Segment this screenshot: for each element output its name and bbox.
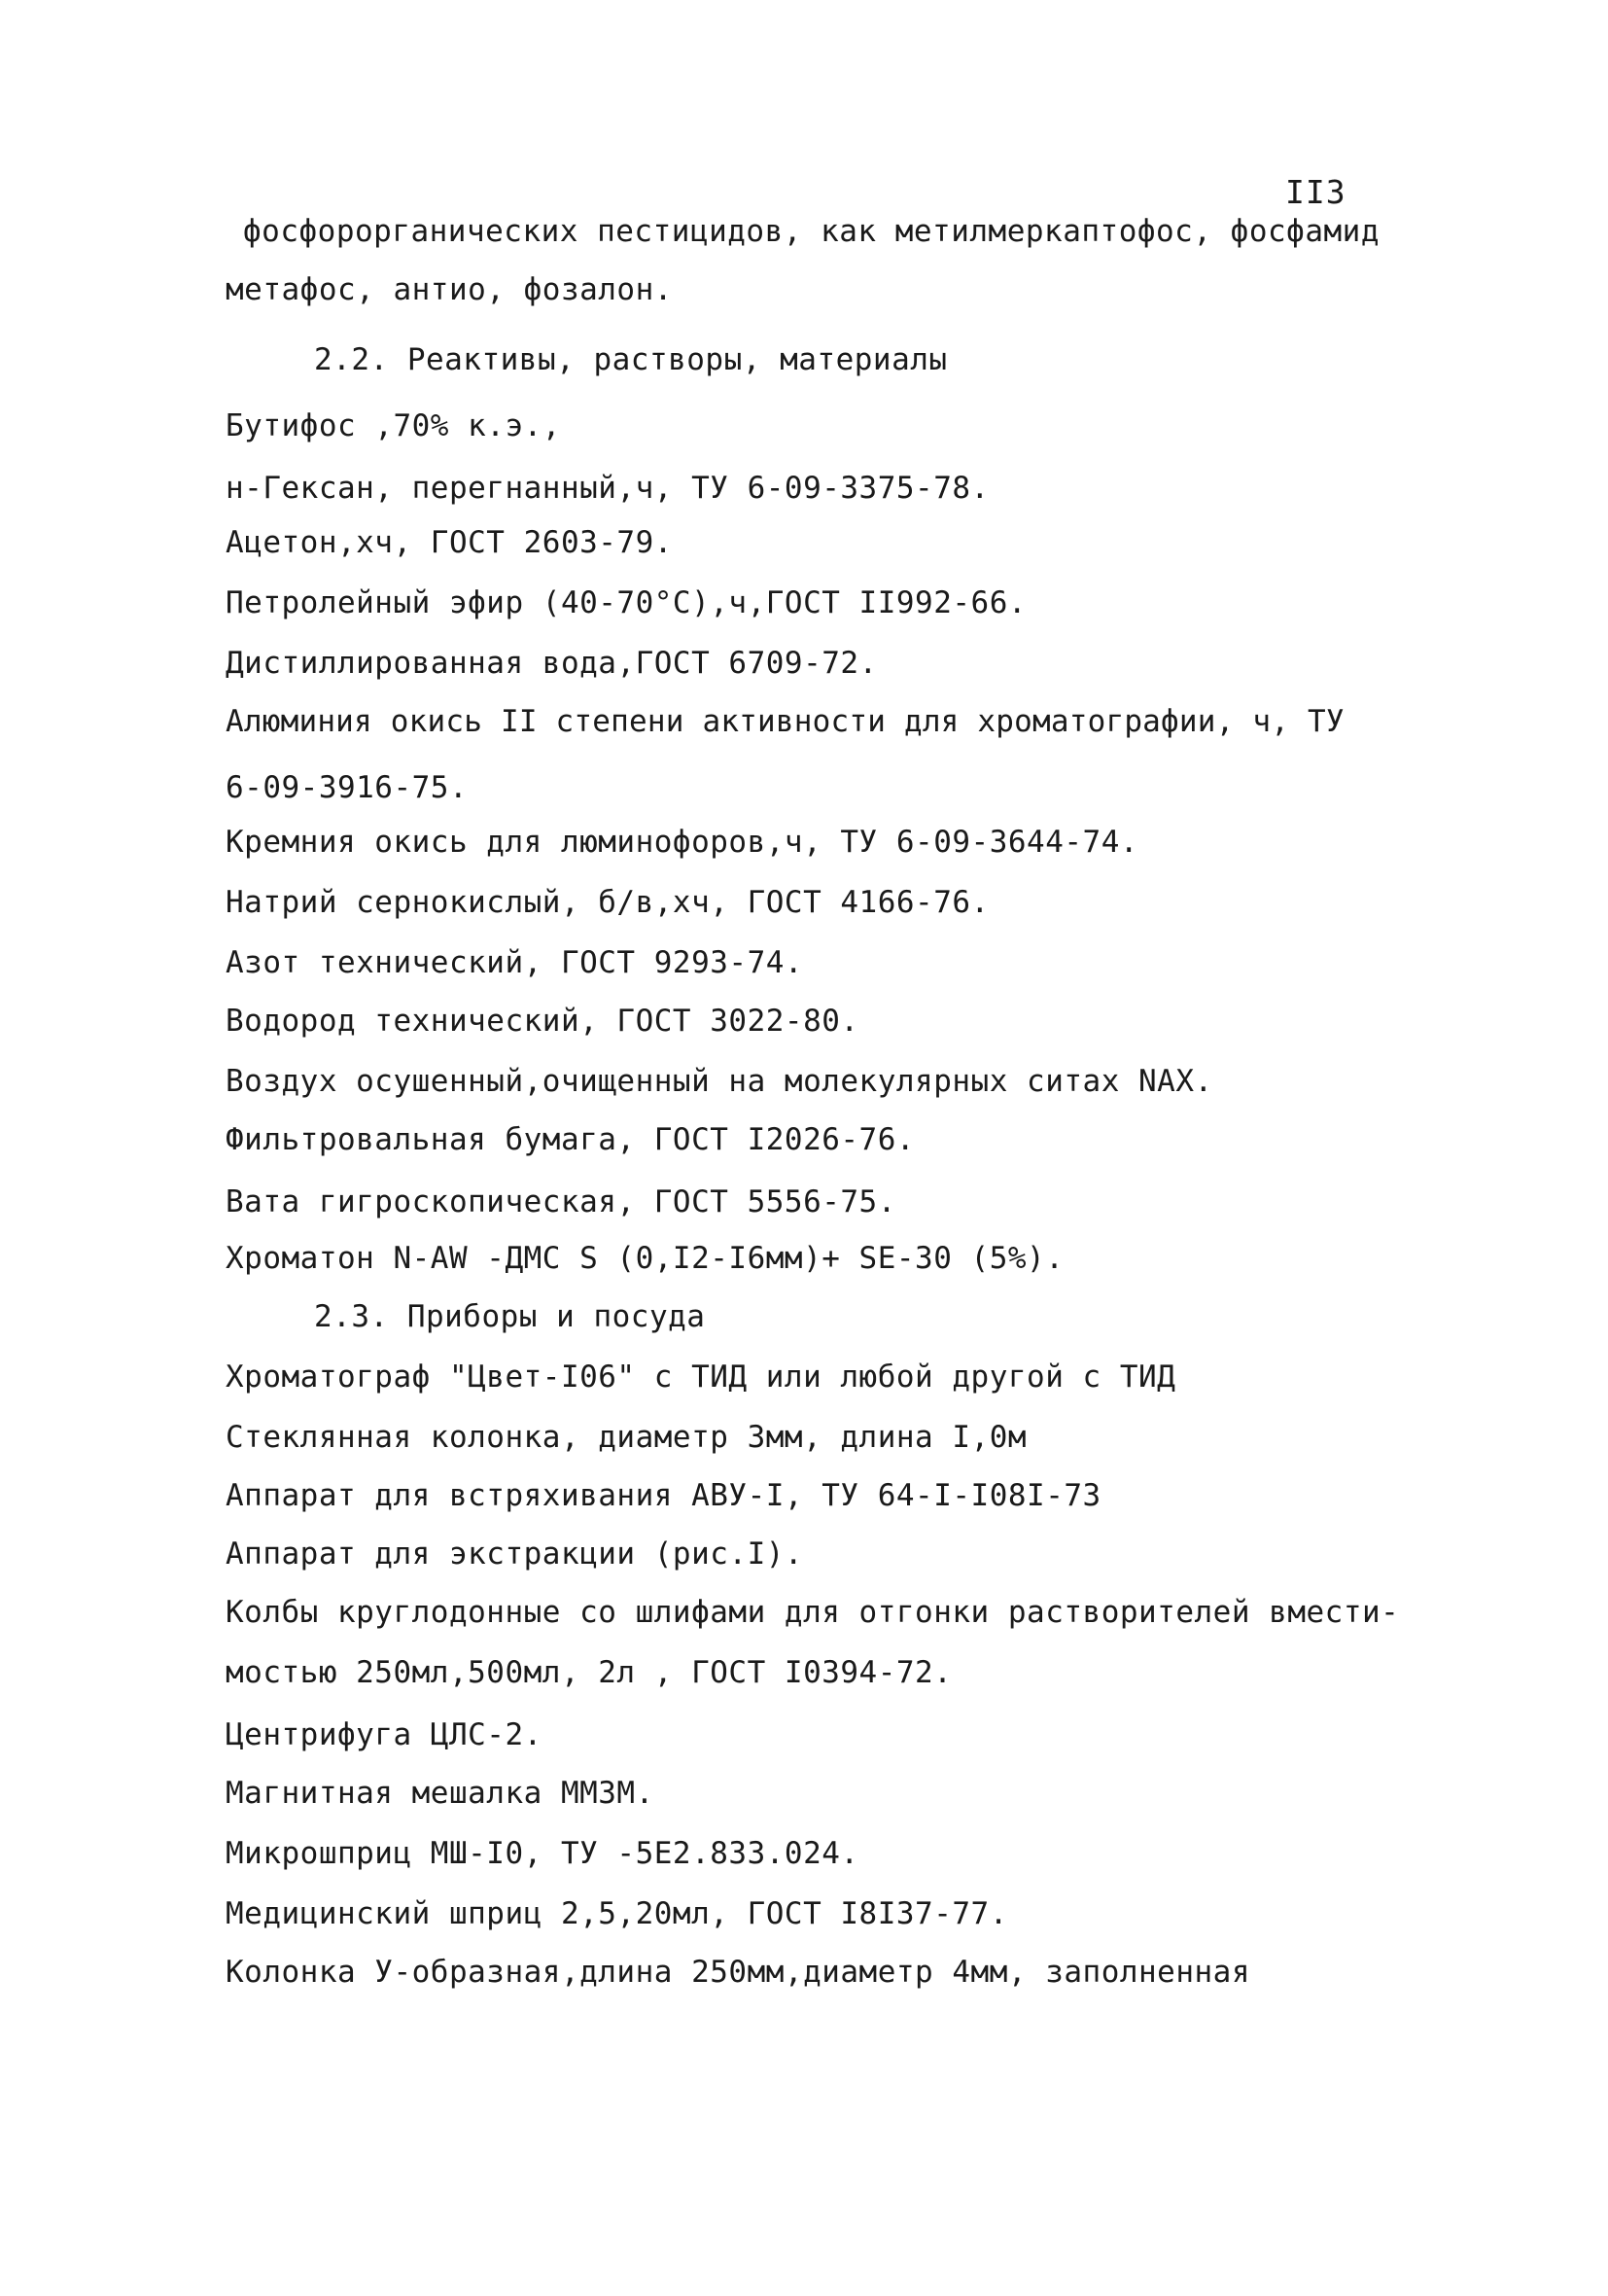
page-number: II3 (1285, 173, 1346, 211)
text-line: Ацетон,хч, ГОСТ 2603-79. (226, 525, 673, 560)
text-line: н-Гексан, перегнанный,ч, ТУ 6-09-3375-78. (226, 471, 990, 506)
text-line: Медицинский шприц 2,5,20мл, ГОСТ I8I37-77. (226, 1896, 1008, 1931)
text-line: Колонка У-образная,длина 250мм,диаметр 4мм, заполненная (226, 1955, 1250, 1990)
text-line: Магнитная мешалка ММ3М. (226, 1776, 654, 1811)
text-line: Натрий сернокислый, б/в,хч, ГОСТ 4166-76. (226, 885, 990, 920)
text-line: фосфорорганических пестицидов, как метилмеркаптофос, фосфамид (243, 214, 1380, 249)
text-line: Вата гигроскопическая, ГОСТ 5556-75. (226, 1184, 896, 1219)
section-heading: 2.2. Реактивы, растворы, материалы (314, 342, 948, 377)
text-line: 6-09-3916-75. (226, 770, 469, 805)
text-line: Алюминия окись II степени активности для хроматографии, ч, ТУ (226, 704, 1345, 739)
text-line: Хроматон N-AW -ДМС S (0,I2-I6мм)+ SE-30 (5%). (226, 1241, 1065, 1276)
text-line: Азот технический, ГОСТ 9293-74. (226, 945, 804, 980)
text-line: метафос, антио, фозалон. (226, 272, 673, 307)
text-line: Центрифуга ЦЛС-2. (226, 1717, 542, 1752)
text-line: Бутифос ,70% к.э., (226, 408, 561, 443)
text-line: Петролейный эфир (40-70°С),ч,ГОСТ II992-66. (226, 585, 1028, 620)
text-line: Фильтровальная бумага, ГОСТ I2026-76. (226, 1122, 916, 1157)
text-line: Микрошприц МШ-I0, ТУ -5Е2.833.024. (226, 1836, 859, 1871)
text-line: Аппарат для экстракции (рис.I). (226, 1537, 804, 1572)
text-line: Хроматограф "Цвет-I06" с ТИД или любой другой с ТИД (226, 1360, 1176, 1395)
text-line: Колбы круглодонные со шлифами для отгонки растворителей вмести- (226, 1595, 1400, 1630)
text-line: Кремния окись для люминофоров,ч, ТУ 6-09-3644-74. (226, 825, 1139, 860)
text-line: Водород технический, ГОСТ 3022-80. (226, 1004, 859, 1039)
text-line: Дистиллированная вода,ГОСТ 6709-72. (226, 646, 878, 681)
text-line: Стеклянная колонка, диаметр 3мм, длина I,0м (226, 1420, 1028, 1455)
section-heading: 2.3. Приборы и посуда (314, 1299, 706, 1334)
text-line: мостью 250мл,500мл, 2л , ГОСТ I0394-72. (226, 1655, 953, 1690)
text-line: Воздух осушенный,очищенный на молекулярных ситах NAX. (226, 1064, 1213, 1099)
text-line: Аппарат для встряхивания АВУ-I, ТУ 64-I-I08I-73 (226, 1478, 1101, 1513)
